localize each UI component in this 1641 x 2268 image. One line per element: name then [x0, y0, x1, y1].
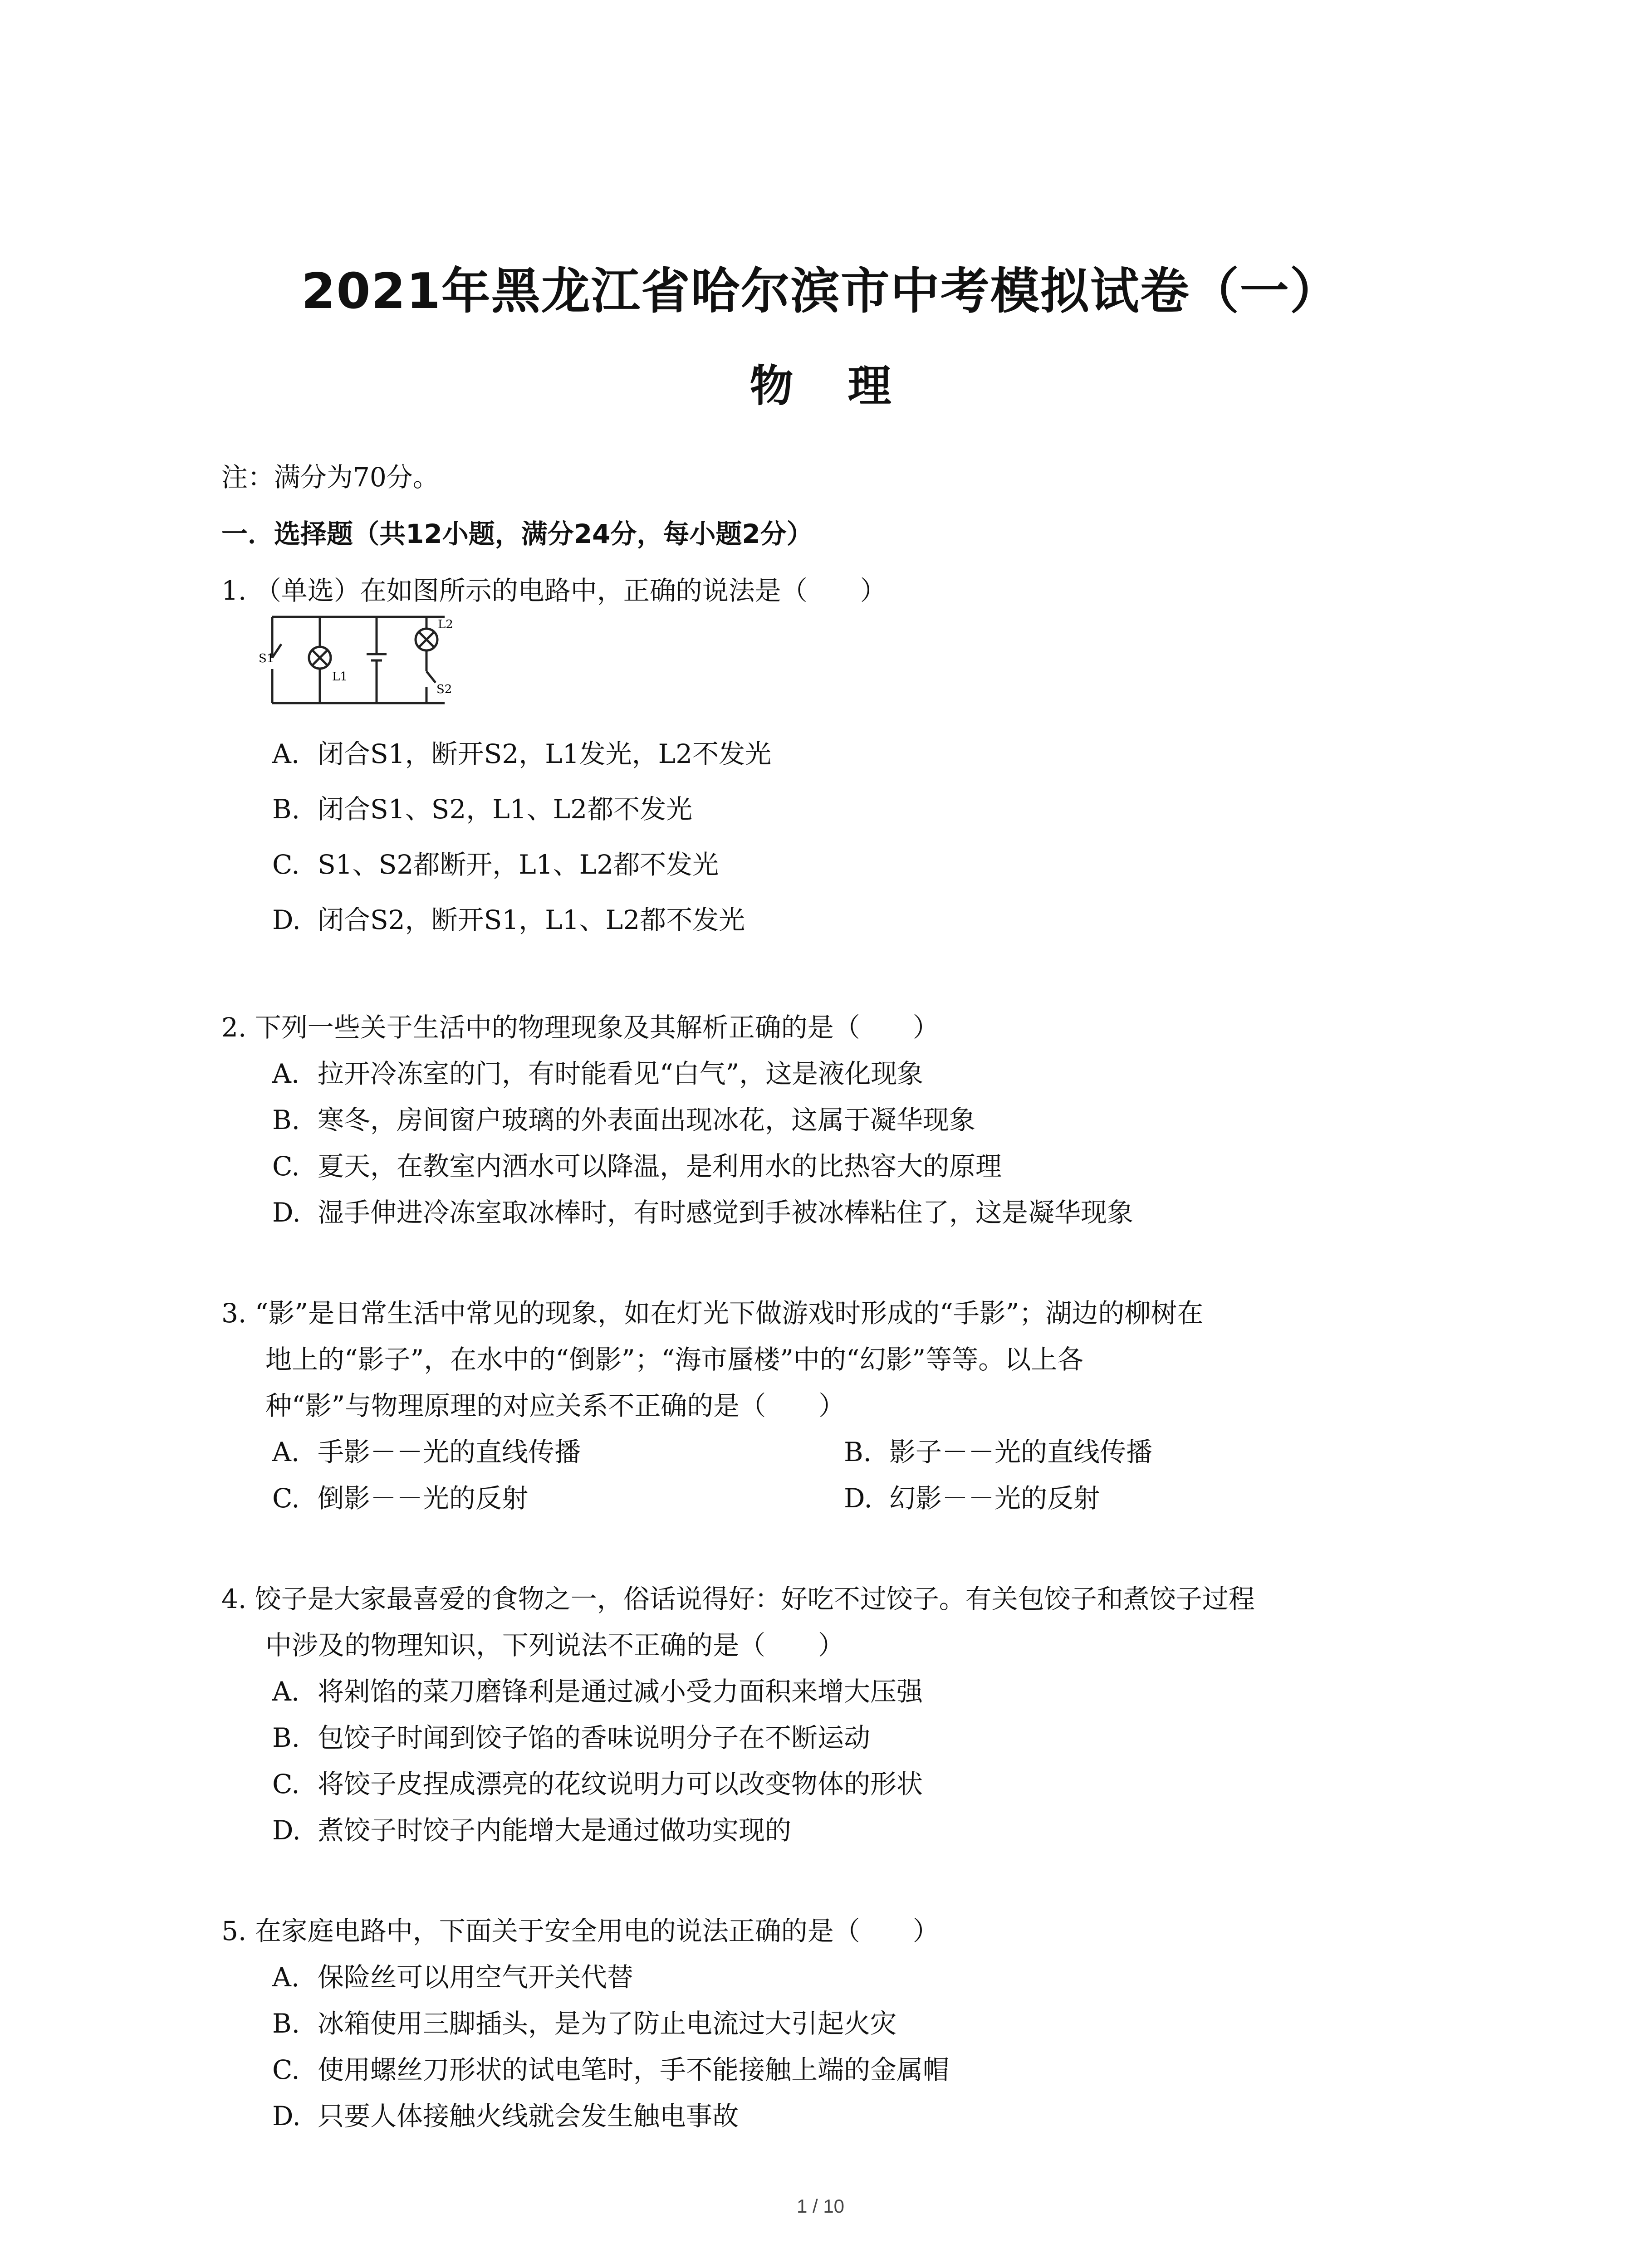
- label-s2: S2: [436, 683, 452, 696]
- q1-option-d: D. 闭合S2，断开S1，L1、L2都不发光: [272, 904, 745, 935]
- circuit-diagram: [259, 608, 458, 712]
- q5-option-c: C. 使用螺丝刀形状的试电笔时，手不能接触上端的金属帽: [272, 2054, 950, 2085]
- page-number: 1 / 10: [796, 2195, 845, 2217]
- exam-title: 2021年黑龙江省哈尔滨市中考模拟试卷（一）: [301, 263, 1340, 320]
- question-3-stem-line-2: 地上的“影子”，在水中的“倒影”；“海市蜃楼”中的“幻影”等等。以上各: [265, 1344, 1084, 1375]
- question-3-stem-line-1: 3. “影”是日常生活中常见的现象，如在灯光下做游戏时形成的“手影”；湖边的柳树在: [221, 1298, 1204, 1329]
- q1-option-a: A. 闭合S1，断开S2，L1发光，L2不发光: [272, 738, 772, 769]
- label-l1: L1: [332, 670, 348, 684]
- q1-option-b: B. 闭合S1、S2，L1、L2都不发光: [272, 794, 693, 825]
- question-2-stem: 2. 下列一些关于生活中的物理现象及其解析正确的是（ ）: [221, 1012, 939, 1043]
- q4-option-d: D. 煮饺子时饺子内能增大是通过做功实现的: [272, 1815, 792, 1846]
- q2-option-b: B. 寒冬，房间窗户玻璃的外表面出现冰花，这属于凝华现象: [272, 1105, 976, 1135]
- question-3-stem-line-3: 种“影”与物理原理的对应关系不正确的是（ ）: [265, 1390, 845, 1421]
- q3-option-b: B. 影子－－光的直线传播: [844, 1437, 1153, 1467]
- q5-option-b: B. 冰箱使用三脚插头，是为了防止电流过大引起火灾: [272, 2008, 897, 2039]
- question-5-stem: 5. 在家庭电路中，下面关于安全用电的说法正确的是（ ）: [221, 1916, 939, 1946]
- subject-char-2: 理: [847, 361, 892, 411]
- q4-option-c: C. 将饺子皮捏成漂亮的花纹说明力可以改变物体的形状: [272, 1769, 923, 1799]
- q1-option-c: C. S1、S2都断开，L1、L2都不发光: [272, 849, 719, 880]
- q4-option-b: B. 包饺子时闻到饺子馅的香味说明分子在不断运动: [272, 1722, 871, 1753]
- q2-option-a: A. 拉开冷冻室的门，有时能看见“白气”，这是液化现象: [272, 1058, 924, 1089]
- label-l2: L2: [438, 618, 453, 631]
- q4-option-a: A. 将剁馅的菜刀磨锋利是通过减小受力面积来增大压强: [272, 1676, 923, 1707]
- label-s1: S1: [259, 652, 274, 665]
- q5-option-a: A. 保险丝可以用空气开关代替: [272, 1962, 634, 1993]
- q2-option-c: C. 夏天，在教室内洒水可以降温，是利用水的比热容大的原理: [272, 1151, 1002, 1182]
- score-note: 注：满分为70分。: [221, 462, 439, 493]
- question-4-stem-line-1: 4. 饺子是大家最喜爱的食物之一，俗话说得好：好吃不过饺子。有关包饺子和煮饺子过程: [221, 1584, 1255, 1614]
- question-1-stem: 1. （单选）在如图所示的电路中，正确的说法是（ ）: [221, 575, 887, 606]
- subject-char-1: 物: [749, 361, 794, 411]
- section-heading: 一．选择题（共12小题，满分24分，每小题2分）: [221, 518, 813, 549]
- q3-option-a: A. 手影－－光的直线传播: [272, 1437, 581, 1467]
- q2-option-d: D. 湿手伸进冷冻室取冰棒时，有时感觉到手被冰棒粘住了，这是凝华现象: [272, 1197, 1134, 1228]
- subject-heading: [0, 352, 1641, 414]
- q3-option-d: D. 幻影－－光的反射: [844, 1483, 1100, 1514]
- question-4-stem-line-2: 中涉及的物理知识，下列说法不正确的是（ ）: [265, 1630, 845, 1661]
- q5-option-d: D. 只要人体接触火线就会发生触电事故: [272, 2101, 739, 2131]
- q3-option-c: C. 倒影－－光的反射: [272, 1483, 529, 1514]
